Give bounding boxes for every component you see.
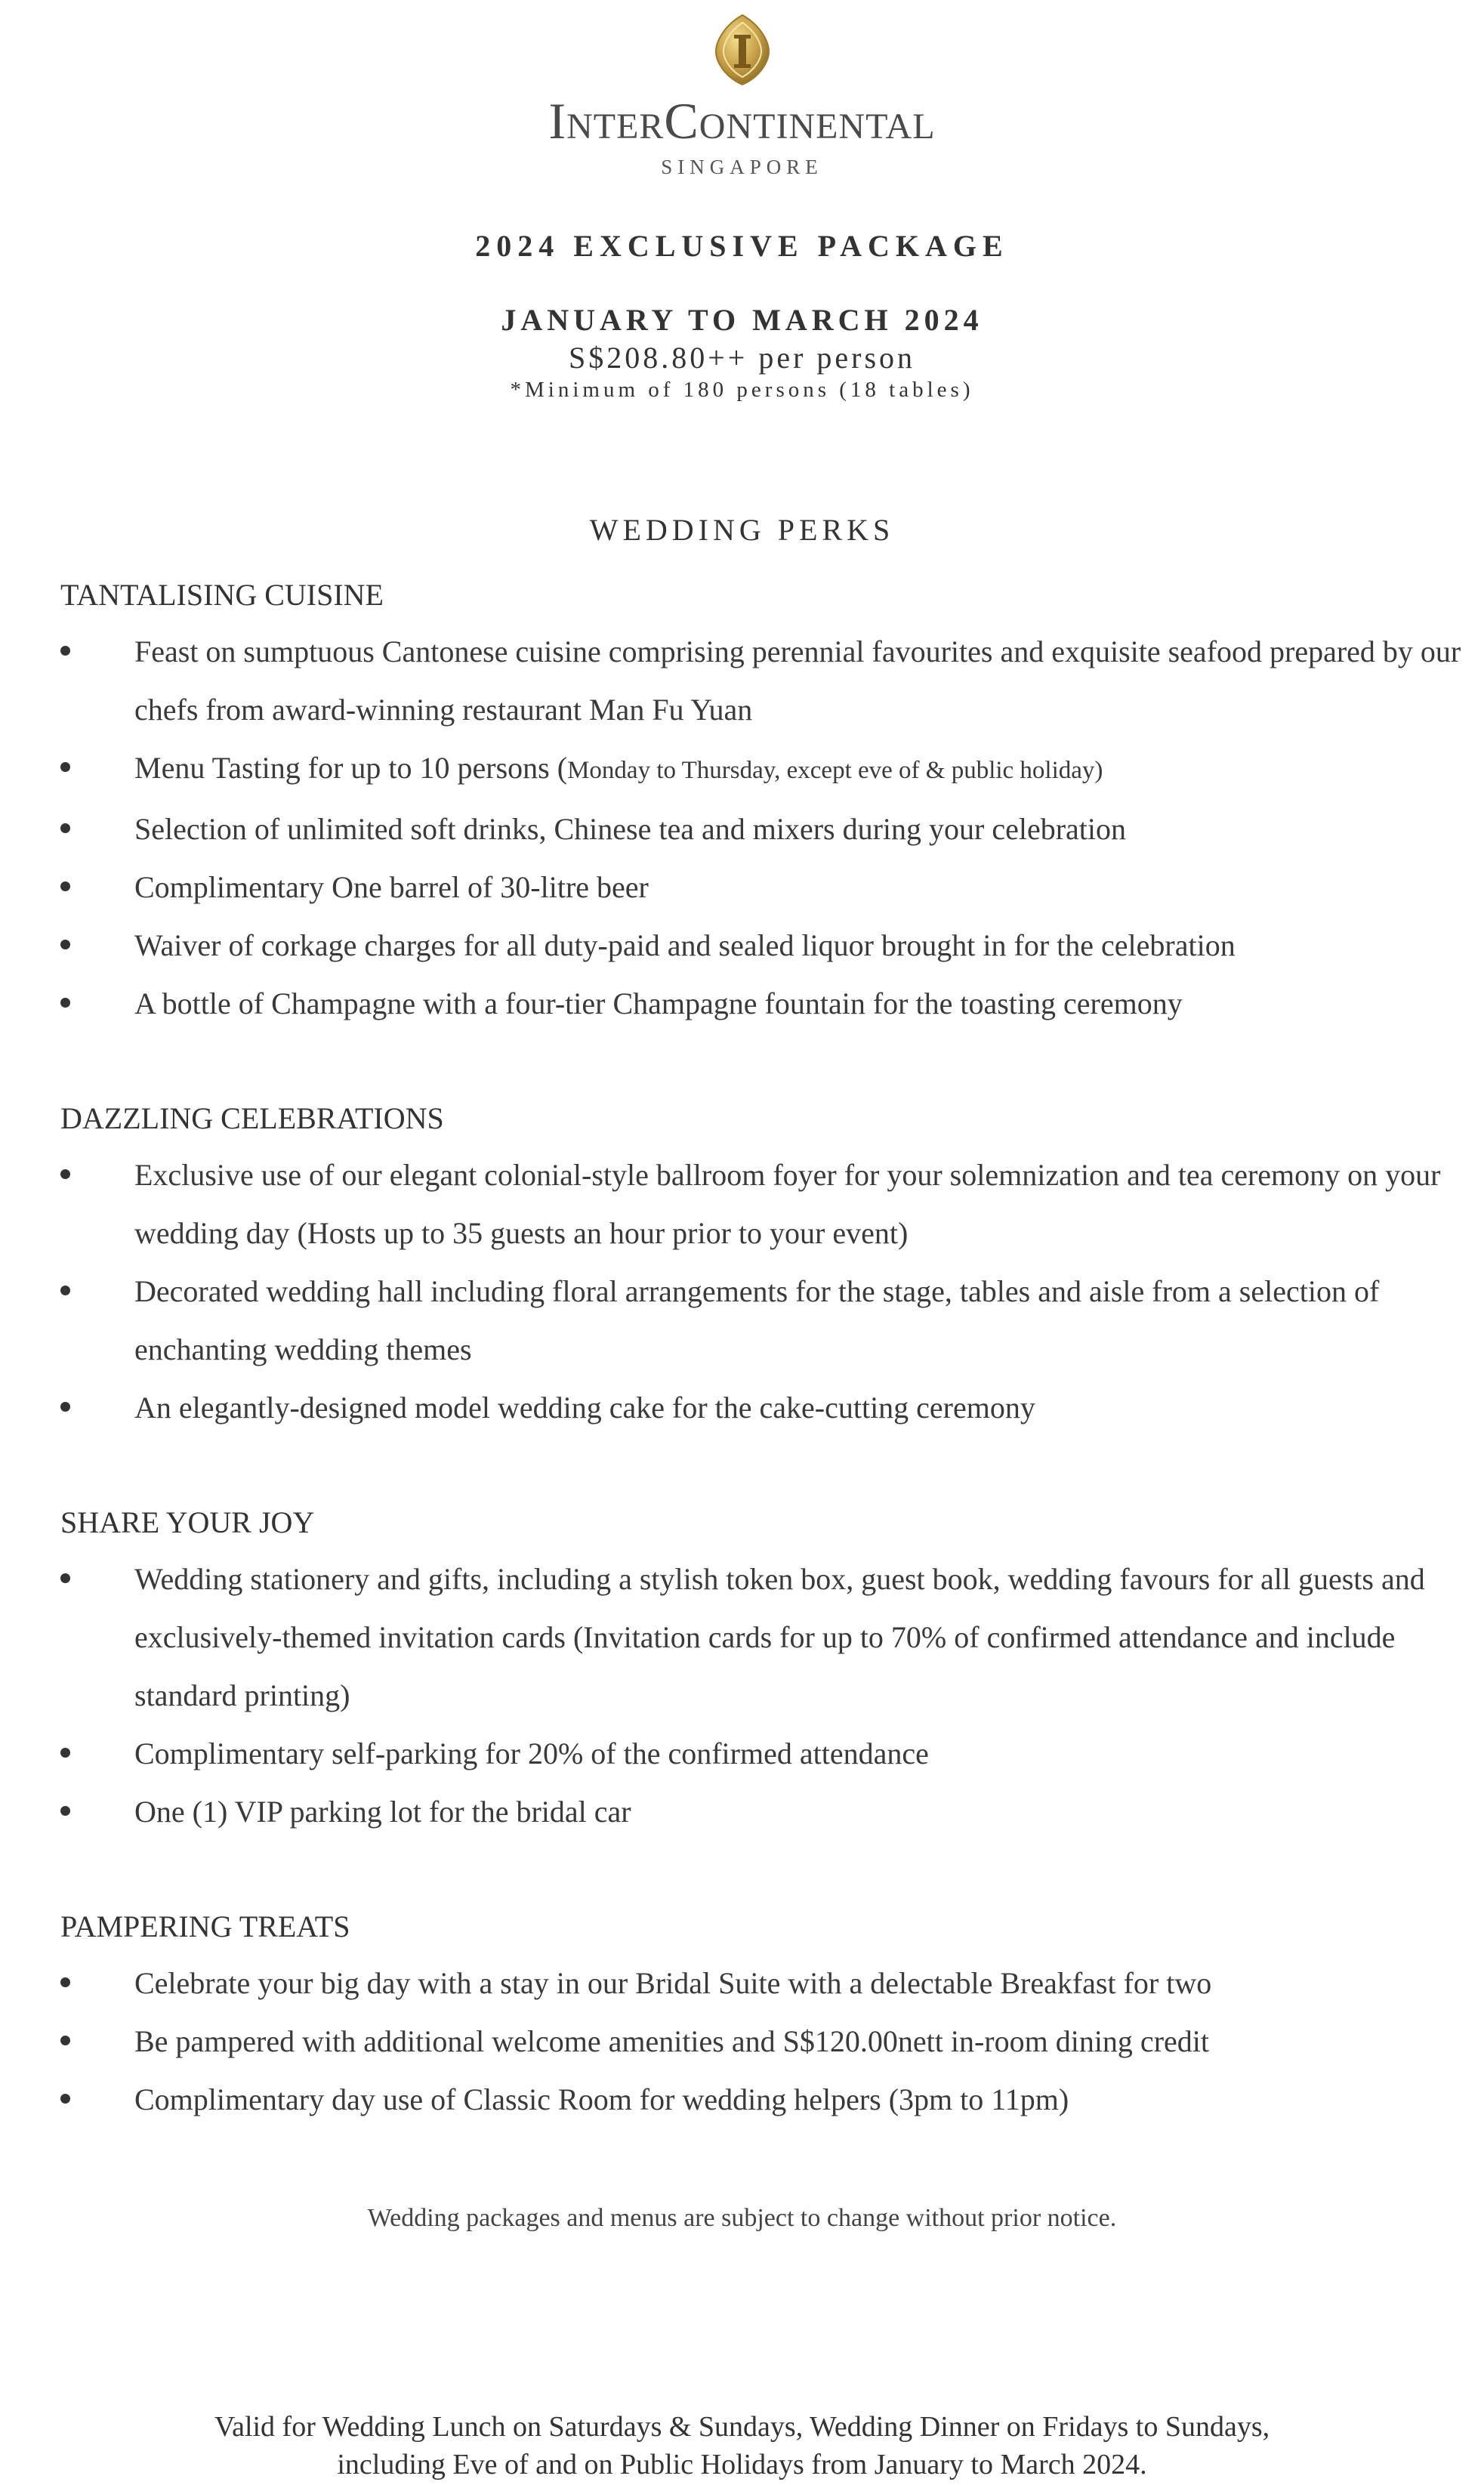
bullet-icon <box>60 1573 70 1583</box>
perks-heading: WEDDING PERKS <box>589 513 895 547</box>
item-note: Monday to Thursday, except eve of & public holiday) <box>567 757 1103 784</box>
bullet-icon <box>60 1402 70 1412</box>
list-item: Be pampered with additional welcome amenities and S$120.00nett in-room dining credit <box>60 2012 1465 2070</box>
hotel-logo <box>0 12 1484 179</box>
bullet-icon <box>60 762 70 772</box>
bullet-icon <box>60 2036 70 2045</box>
bullet-icon <box>60 646 70 656</box>
section-tantalising-cuisine <box>60 573 1465 1033</box>
perk-list <box>60 1954 1465 2128</box>
list-item: Feast on sumptuous Cantonese cuisine comprising perennial favourites and exquisite seafood prepared by our chefs from award-winning restaurant Man Fu Yuan <box>60 622 1465 739</box>
perk-list <box>60 622 1465 1033</box>
bullet-icon <box>60 881 70 891</box>
validity-line-2: including Eve of and on Public Holidays from January to March 2024. <box>337 2449 1147 2480</box>
section-share-your-joy <box>60 1500 1465 1841</box>
section-dazzling-celebrations <box>60 1096 1465 1437</box>
bullet-icon <box>60 2094 70 2104</box>
list-item: One (1) VIP parking lot for the bridal car <box>60 1783 1465 1841</box>
list-item: Celebrate your big day with a stay in our Bridal Suite with a delectable Breakfast for two <box>60 1954 1465 2012</box>
list-item: Wedding stationery and gifts, including a stylish token box, guest book, wedding favours for all guests and exclusively-themed invitation cards (Invitation cards for up to 70% of confirmed attendance and include standard printing) <box>60 1550 1465 1724</box>
perks-content <box>60 573 1465 2192</box>
list-item: Menu Tasting for up to 10 persons (Monday to Thursday, except eve of & public holiday) <box>60 739 1465 800</box>
section-title: SHARE YOUR JOY <box>60 1505 315 1539</box>
bullet-icon <box>60 1286 70 1295</box>
bullet-icon <box>60 1977 70 1987</box>
list-item: Complimentary self-parking for 20% of the confirmed attendance <box>60 1724 1465 1783</box>
brand-name: InterContinental <box>548 92 936 150</box>
bullet-icon <box>60 998 70 1008</box>
minimum-requirement: *Minimum of 180 persons (18 tables) <box>510 378 974 402</box>
bullet-icon <box>60 1806 70 1816</box>
list-item: Complimentary One barrel of 30-litre beer <box>60 858 1465 916</box>
bullet-icon <box>60 1748 70 1758</box>
bullet-icon <box>60 1169 70 1179</box>
list-item: Complimentary day use of Classic Room for wedding helpers (3pm to 11pm) <box>60 2070 1465 2128</box>
validity-line-1: Valid for Wedding Lunch on Saturdays & Sundays, Wedding Dinner on Fridays to Sundays, <box>214 2411 1270 2443</box>
validity-note <box>0 2408 1484 2483</box>
perk-list <box>60 1146 1465 1437</box>
section-title: DAZZLING CELEBRATIONS <box>60 1101 444 1135</box>
bullet-icon <box>60 940 70 949</box>
list-item: Decorated wedding hall including floral arrangements for the stage, tables and aisle from a selection of enchanting wedding themes <box>60 1262 1465 1378</box>
perk-list <box>60 1550 1465 1841</box>
section-title: PAMPERING TREATS <box>60 1909 350 1943</box>
package-title: 2024 EXCLUSIVE PACKAGE <box>475 229 1009 263</box>
list-item: An elegantly-designed model wedding cake for the cake-cutting ceremony <box>60 1378 1465 1437</box>
list-item: Selection of unlimited soft drinks, Chinese tea and mixers during your celebration <box>60 800 1465 858</box>
intercontinental-emblem-icon <box>708 12 776 88</box>
section-title: TANTALISING CUISINE <box>60 578 384 612</box>
list-item: Exclusive use of our elegant colonial-style ballroom foyer for your solemnization and tea ceremony on your wedding day (Hosts up to 35 guests an hour prior to your event) <box>60 1146 1465 1262</box>
package-price: S$208.80++ per person <box>568 341 916 375</box>
package-period: JANUARY TO MARCH 2024 <box>501 303 983 337</box>
disclaimer: Wedding packages and menus are subject to change without prior notice. <box>367 2204 1117 2232</box>
bullet-icon <box>60 823 70 833</box>
list-item: Waiver of corkage charges for all duty-paid and sealed liquor brought in for the celebration <box>60 916 1465 974</box>
section-pampering-treats <box>60 1904 1465 2128</box>
list-item: A bottle of Champagne with a four-tier Champagne fountain for the toasting ceremony <box>60 974 1465 1033</box>
brand-location: SINGAPORE <box>661 156 823 178</box>
